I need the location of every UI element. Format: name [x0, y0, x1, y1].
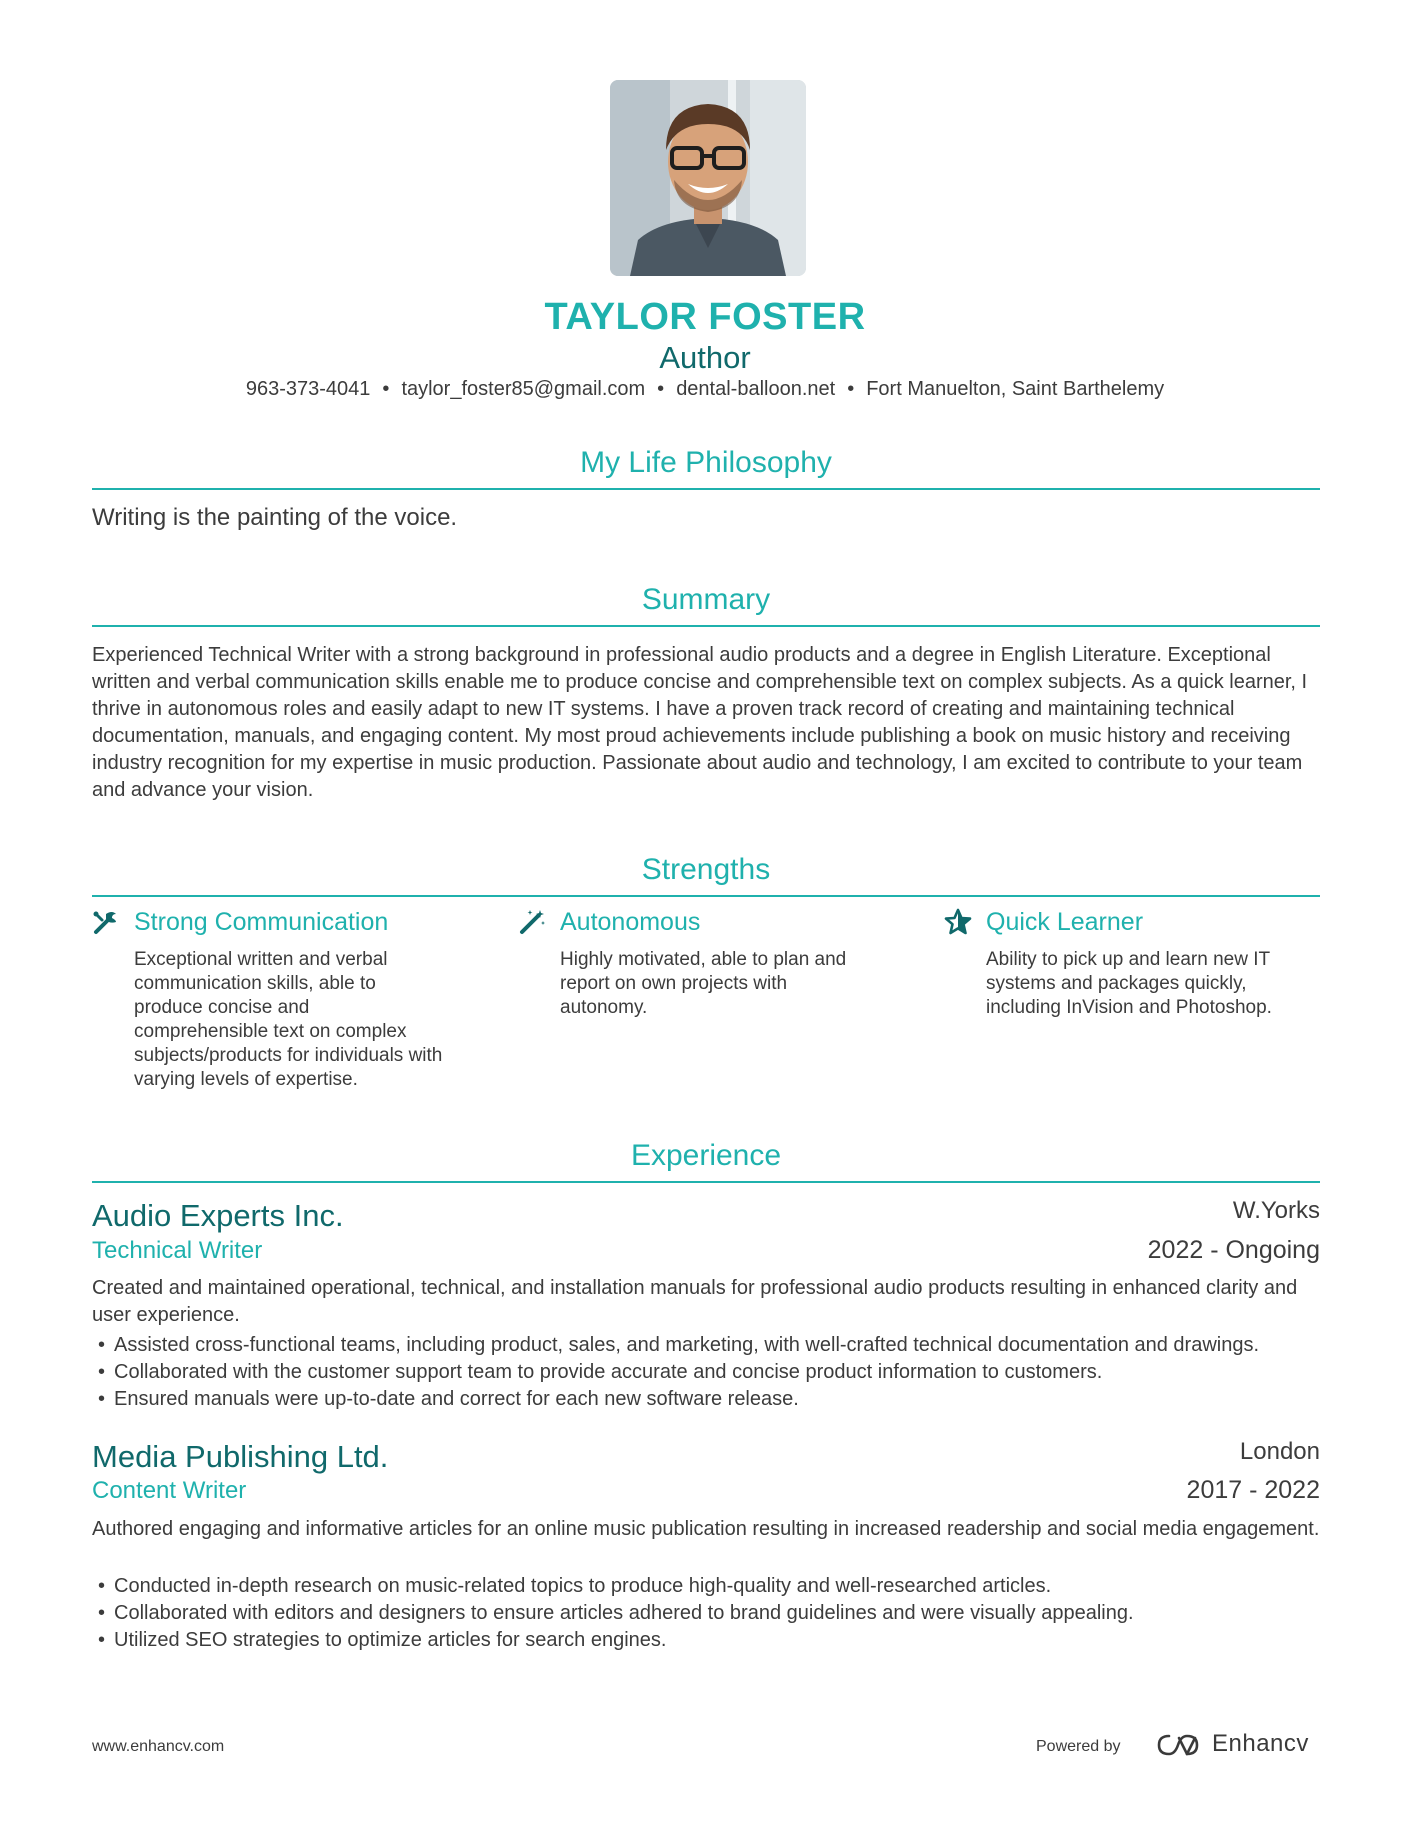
- enhancv-logo-text: Enhancv: [1212, 1730, 1309, 1757]
- location-text: Fort Manuelton, Saint Barthelemy: [866, 378, 1165, 400]
- job-bullet: • Utilized SEO strategies to optimize articles for search engines.: [92, 1627, 1332, 1654]
- job-role: Content Writer: [92, 1477, 247, 1504]
- job-location: London: [1239, 1438, 1320, 1465]
- philosophy-text: Writing is the painting of the voice.: [92, 504, 458, 531]
- contact-separator: •: [847, 378, 855, 400]
- strength-description: Highly motivated, able to plan and report on own projects with autonomy.: [560, 949, 847, 1018]
- job-dates: 2022 - Ongoing: [1147, 1236, 1320, 1264]
- phone-text: 963-373-4041: [245, 378, 371, 400]
- job-description: Authored engaging and informative articles for an online music publication resulting in increased readership and social media engagement.: [92, 1518, 1320, 1540]
- candidate-name: TAYLOR FOSTER: [544, 296, 866, 338]
- strength-title: Autonomous: [560, 908, 701, 936]
- job-bullets: [92, 1573, 1332, 1654]
- summary-text: Experienced Technical Writer with a strong background in professional audio products and a degree in English Literature. Exceptional written and verbal communication skills enable me to produce concise and comprehensible text on complex subjects. As a quick learner, I thrive in autonomous roles and easily adapt to new IT systems. I have a proven track record of creating and maintaining technical documentation, manuals, and engaging content. My most proud achievements include publishing a book on music history and receiving industry recognition for my expertise in music production. Passionate about audio and technology, I am excited to contribute to your team and advance your vision.: [92, 644, 1308, 801]
- job-dates: 2017 - 2022: [1186, 1476, 1320, 1504]
- contact-line: [0, 378, 1410, 401]
- strength-title: Quick Learner: [986, 908, 1144, 936]
- strengths-section-title: Strengths: [92, 853, 1320, 897]
- job-bullet: • Ensured manuals were up-to-date and correct for each new software release.: [92, 1386, 1332, 1413]
- candidate-role: Author: [659, 340, 751, 375]
- job-bullet: • Conducted in-depth research on music-related topics to produce high-quality and well-researched articles.: [92, 1573, 1332, 1600]
- summary-section-title: Summary: [92, 583, 1320, 627]
- tools-icon: [92, 908, 120, 936]
- contact-separator: •: [657, 378, 665, 400]
- footer-website-link[interactable]: www.enhancv.com: [92, 1738, 225, 1755]
- job-role: Technical Writer: [92, 1237, 263, 1264]
- magic-wand-icon: [518, 908, 546, 936]
- job-bullet: • Assisted cross-functional teams, including product, sales, and marketing, with well-crafted technical documentation and drawings.: [92, 1332, 1332, 1359]
- job-bullets: [92, 1332, 1332, 1413]
- job-description: Created and maintained operational, technical, and installation manuals for professional audio products resulting in enhanced clarity and user experience.: [92, 1277, 1298, 1326]
- star-icon: [944, 908, 972, 936]
- strength-description: Ability to pick up and learn new IT systems and packages quickly, including InVision and Photoshop.: [986, 949, 1272, 1018]
- job-location: W.Yorks: [1232, 1197, 1320, 1224]
- strength-title: Strong Communication: [134, 908, 389, 936]
- portrait-illustration: [610, 80, 806, 276]
- website-text: dental-balloon.net: [676, 378, 836, 400]
- email-text: taylor_foster85@gmail.com: [401, 378, 646, 400]
- powered-by-text: Powered by: [1036, 1738, 1121, 1755]
- experience-section-title: Experience: [92, 1139, 1320, 1183]
- job-company: Media Publishing Ltd.: [92, 1439, 389, 1474]
- philosophy-section-title: My Life Philosophy: [92, 446, 1320, 490]
- job-bullet: • Collaborated with editors and designers to ensure articles adhered to brand guidelines and were visually appealing.: [92, 1600, 1332, 1627]
- strength-description: Exceptional written and verbal communication skills, able to produce concise and comprehensible text on complex subjects/products for individuals with varying levels of expertise.: [134, 949, 443, 1090]
- enhancv-logo-icon: [1155, 1732, 1201, 1758]
- job-bullet: • Collaborated with the customer support team to provide accurate and concise product information to customers.: [92, 1359, 1332, 1386]
- job-company: Audio Experts Inc.: [92, 1198, 344, 1233]
- contact-separator: •: [382, 378, 390, 400]
- profile-photo: [610, 80, 806, 276]
